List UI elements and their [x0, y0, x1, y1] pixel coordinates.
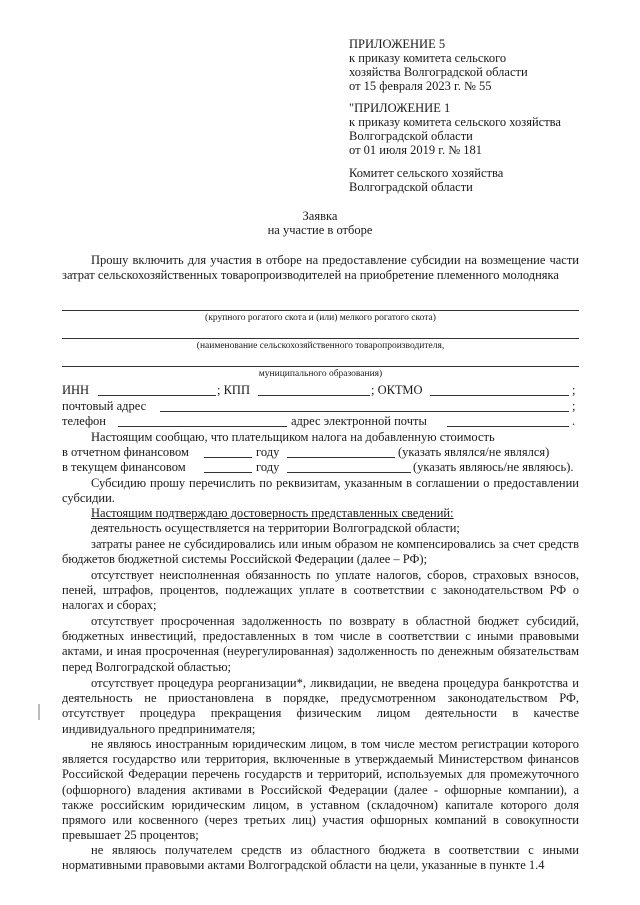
email-field-line[interactable] [447, 426, 569, 427]
postal-label: почтовый адрес [62, 399, 147, 413]
email-label: адрес электронной почты [291, 414, 427, 428]
producer-caption: (наименование сельскохозяйственного товаропроизводителя, [196, 341, 445, 351]
vat-current-label: в текущем финансовом [62, 460, 186, 474]
vat-reporting-row [62, 445, 579, 461]
vat-reporting-year-line[interactable] [204, 457, 252, 458]
confirm-wrapper [62, 506, 579, 521]
margin-mark [38, 704, 40, 720]
appendix-5-line-2: хозяйства Волгоградской области [349, 65, 528, 79]
statement-7: не являюсь получателем средств из областного бюджета в соответствии с иными нормативными правовыми актами Волгоградской области на цели, указанные в пункте 1.4 [62, 843, 579, 873]
vat-current-row [62, 460, 579, 476]
postal-field-line[interactable] [160, 411, 569, 412]
livestock-field-line[interactable] [62, 310, 579, 311]
statement-2: затраты ранее не субсидировались или иным образом не компенсировались за счет средств бюджетов бюджетной системы Российской Федерации (далее – РФ); [62, 537, 579, 567]
contact-row [62, 414, 579, 430]
vat-current-hint: (указать являюсь/не являюсь). [413, 460, 574, 474]
appendix-1-line-1: к приказу комитета сельского хозяйства [349, 115, 561, 129]
kpp-label: ; КПП [217, 383, 250, 397]
statement-3: отсутствует неисполненная обязанность по уплате налогов, сборов, страховых взносов, пеней, штрафов, процентов, подлежащих уплате в соответствии с законодательством РФ о налогах и сборах; [62, 568, 579, 613]
appendix-5-title: ПРИЛОЖЕНИЕ 5 [349, 37, 446, 51]
kpp-field-line[interactable] [258, 395, 370, 396]
oktmo-label: ; ОКТМО [371, 383, 423, 397]
statement-4: отсутствует просроченная задолженность по возврату в областной бюджет субсидий, бюджетных инвестиций, предоставленных в том числе в соответствии с иными правовыми актами, и иная просроченная (неурегулированная) задолженность по денежным обязательствам перед Волгоградской областью; [62, 614, 579, 674]
vat-statement: Настоящим сообщаю, что плательщиком налога на добавленную стоимость [91, 430, 495, 444]
vat-reporting-label: в отчетном финансовом [62, 445, 189, 459]
confirm-heading: Настоящим подтверждаю достоверность представленных сведений: [91, 506, 454, 520]
oktmo-field-line[interactable] [430, 395, 569, 396]
subsidy-paragraph: Субсидию прошу перечислить по реквизитам, указанным в соглашении о предоставлении субсидии. [62, 476, 579, 506]
vat-current-year-line[interactable] [204, 472, 252, 473]
appendix-5-line-3: от 15 февраля 2023 г. № 55 [349, 79, 492, 93]
form-title: Заявка [302, 209, 338, 223]
vat-current-year-word: году [256, 460, 280, 474]
vat-reporting-year-word: году [256, 445, 280, 459]
addressee-line-2: Волгоградской области [349, 180, 473, 194]
municipal-caption: муниципального образования) [258, 369, 383, 379]
header-appendix-5 [349, 37, 528, 93]
phone-field-line[interactable] [118, 426, 287, 427]
appendix-1-line-3: от 01 июля 2019 г. № 181 [349, 143, 483, 157]
inn-field-line[interactable] [98, 395, 216, 396]
vat-current-status-line[interactable] [287, 472, 411, 473]
addressee-line-1: Комитет сельского хозяйства [349, 166, 504, 180]
statement-6: не являюсь иностранным юридическим лицом, в том числе местом регистрации которого является государство или территория, включенные в утверждаемый Министерством финансов Российской Федерации перечень государств и территорий, используемых для промежуточного (офшорного) владения активами в Российской Федерации (далее - офшорные компании), а также российским юридическим лицом, в уставном (складочном) капитале которого доля прямого или косвенного (через третьих лиц) участия офшорных компаний в совокупности превышает 25 процентов; [62, 737, 579, 843]
inn-label: ИНН [62, 383, 90, 397]
email-dot: . [572, 414, 576, 428]
header-addressee [349, 166, 503, 194]
intro-paragraph: Прошу включить для участия в отборе на предоставление субсидии на возмещение части затрат сельскохозяйственных товаропроизводителей на приобретение племенного молодняка [62, 253, 579, 283]
vat-reporting-status-line[interactable] [287, 457, 395, 458]
appendix-1-line-2: Волгоградской области [349, 129, 473, 143]
phone-label: телефон [62, 414, 106, 428]
postal-row [62, 399, 579, 415]
header-appendix-1 [349, 101, 561, 157]
appendix-1-title: "ПРИЛОЖЕНИЕ 1 [349, 101, 451, 115]
requisites-row [62, 383, 579, 399]
appendix-5-line-1: к приказу комитета сельского [349, 51, 507, 65]
oktmo-semicolon: ; [572, 383, 576, 397]
municipal-field-line[interactable] [62, 366, 579, 367]
statement-5: отсутствует процедура реорганизации*, ликвидации, не введена процедура банкротства и деятельность не приостановлена в порядке, предусмотренном законодательством РФ, отсутствует процедура прекращения физическим лицом деятельности в качестве индивидуального предпринимателя; [62, 676, 579, 736]
postal-semicolon: ; [572, 399, 576, 413]
livestock-caption: (крупного рогатого скота и (или) мелкого рогатого скота) [205, 313, 436, 323]
statement-1: деятельность осуществляется на территории Волгоградской области; [91, 521, 460, 535]
producer-field-line[interactable] [62, 338, 579, 339]
form-subtitle: на участие в отборе [267, 223, 373, 237]
vat-reporting-hint: (указать являлся/не являлся) [398, 445, 550, 459]
